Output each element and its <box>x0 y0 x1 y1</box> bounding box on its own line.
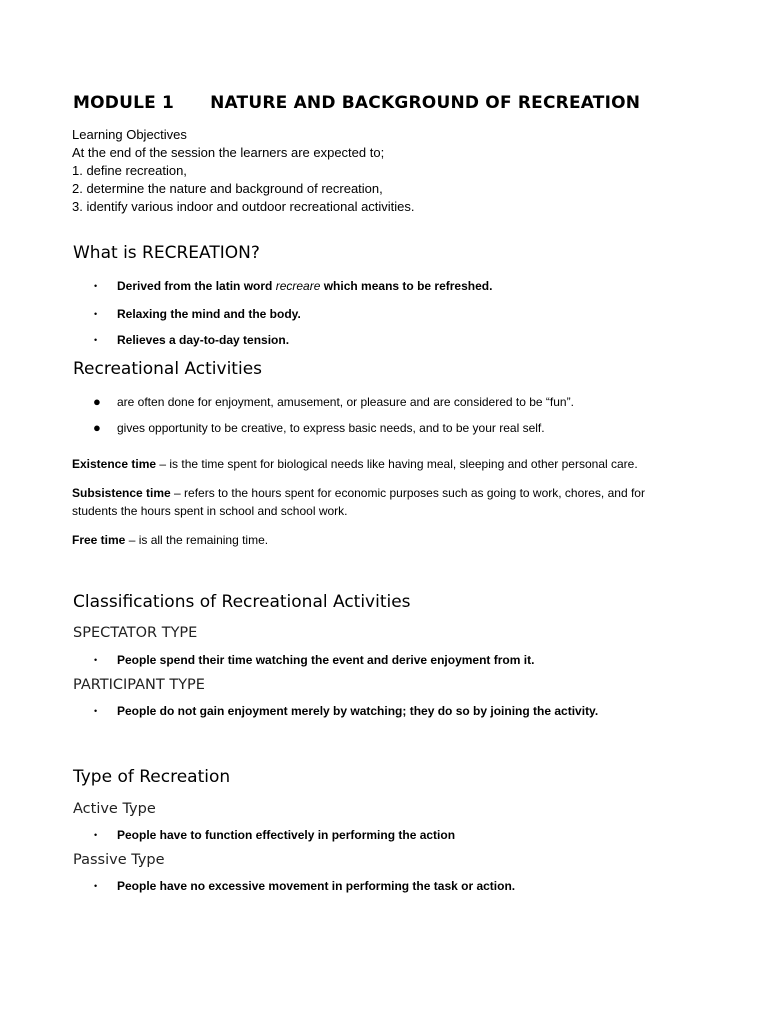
spectator-type-heading: SPECTATOR TYPE <box>73 625 198 641</box>
bullet-icon: • <box>94 830 98 840</box>
bullet-icon: ● <box>93 394 101 409</box>
what-is-recreation-heading: What is RECREATION? <box>73 243 260 263</box>
module-title <box>73 93 640 113</box>
type-of-recreation-heading: Type of Recreation <box>73 767 231 787</box>
bullet-icon: • <box>94 655 98 665</box>
recreation-item-relieves: Relieves a day-to-day tension. <box>117 333 290 347</box>
existence-time-paragraph <box>72 455 638 473</box>
activities-item: are often done for enjoyment, amusement, or pleasure and are considered to be “fun”. <box>117 395 574 409</box>
participant-type-item: People do not gain enjoyment merely by watching; they do so by joining the activity. <box>117 704 599 718</box>
bullet-icon: • <box>94 309 98 319</box>
objectives-intro: At the end of the session the learners are expected to; <box>72 145 385 160</box>
objective-item: 2. determine the nature and background of recreation, <box>72 181 383 196</box>
module-number: MODULE 1 <box>73 93 175 113</box>
latin-word: recreare <box>275 279 321 293</box>
activities-item: gives opportunity to be creative, to express basic needs, and to be your real self. <box>117 421 545 435</box>
bullet-icon: ● <box>93 420 101 435</box>
active-type-item: People have to function effectively in performing the action <box>117 828 456 842</box>
bullet-icon: • <box>94 706 98 716</box>
bullet-icon: • <box>94 881 98 891</box>
learning-objectives <box>72 126 415 216</box>
bullet-icon: • <box>94 281 98 291</box>
spectator-type-item: People spend their time watching the event and derive enjoyment from it. <box>117 653 535 667</box>
existence-time-definition: – is the time spent for biological needs like having meal, sleeping and other personal care. <box>156 457 638 471</box>
free-time-definition: – is all the remaining time. <box>125 533 269 547</box>
recreation-definition-item <box>117 279 492 293</box>
recreational-activities-heading: Recreational Activities <box>73 359 263 379</box>
definition-text-before: Derived from the latin word <box>117 279 276 293</box>
subsistence-time-term: Subsistence time <box>72 486 171 500</box>
passive-type-heading: Passive Type <box>73 852 165 868</box>
participant-type-heading: PARTICIPANT TYPE <box>73 677 205 693</box>
free-time-paragraph <box>72 531 268 549</box>
objective-item: 1. define recreation, <box>72 163 187 178</box>
existence-time-term: Existence time <box>72 457 157 471</box>
free-time-term: Free time <box>72 533 126 547</box>
objective-item: 3. identify various indoor and outdoor recreational activities. <box>72 199 415 214</box>
bullet-icon: • <box>94 335 98 345</box>
recreation-item-relaxing: Relaxing the mind and the body. <box>117 307 301 321</box>
active-type-heading: Active Type <box>73 801 156 817</box>
definition-text-after: which means to be refreshed. <box>320 279 493 293</box>
objectives-heading: Learning Objectives <box>72 127 187 142</box>
subsistence-time-definition-line1: – refers to the hours spent for economic purposes such as going to work, chores, and for <box>170 486 645 500</box>
module-name: NATURE AND BACKGROUND OF RECREATION <box>210 93 641 113</box>
subsistence-time-paragraph <box>72 484 645 520</box>
subsistence-time-definition-line2: students the hours spent in school and school work. <box>72 504 348 518</box>
passive-type-item: People have no excessive movement in performing the task or action. <box>117 879 516 893</box>
classifications-heading: Classifications of Recreational Activities <box>73 592 411 612</box>
